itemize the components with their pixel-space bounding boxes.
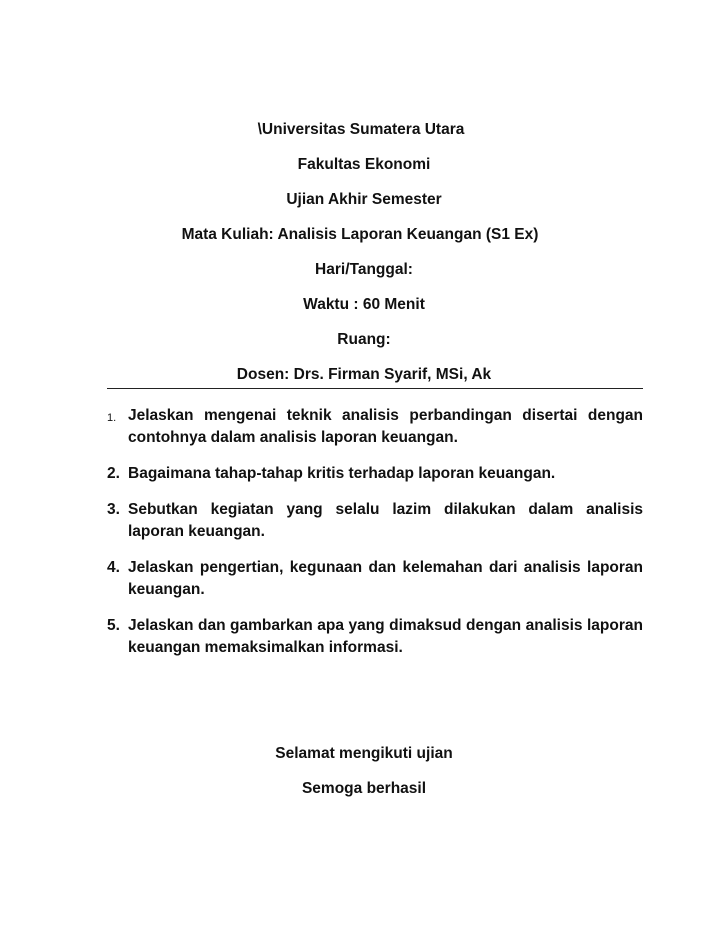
closing-wish: Semoga berhasil	[301, 780, 427, 797]
header-divider	[107, 388, 643, 389]
question-number: 1.	[107, 412, 117, 424]
question-number: 2.	[107, 465, 120, 482]
question-text: Sebutkan kegiatan yang selalu lazim dilakukan dalam analisis laporan keuangan.	[128, 501, 643, 540]
closing-greeting: Selamat mengikuti ujian	[275, 745, 453, 762]
question-number: 3.	[107, 501, 120, 518]
question-item	[107, 615, 643, 659]
question-text: Bagaimana tahap-tahap kritis terhadap laporan keuangan.	[128, 465, 556, 482]
exam-room: Ruang:	[337, 331, 391, 348]
exam-footer	[0, 744, 728, 814]
question-number: 4.	[107, 559, 120, 576]
question-item	[107, 463, 643, 485]
question-item	[107, 557, 643, 601]
exam-header	[0, 120, 728, 400]
lecturer-name: Dosen: Drs. Firman Syarif, MSi, Ak	[236, 366, 492, 383]
university-name: \Universitas Sumatera Utara	[257, 121, 465, 138]
question-text: Jelaskan dan gambarkan apa yang dimaksud dengan analisis laporan keuangan memaksimalkan informasi.	[128, 617, 643, 656]
question-item	[107, 405, 643, 449]
exam-title: Ujian Akhir Semester	[286, 191, 442, 208]
question-item	[107, 499, 643, 543]
exam-duration: Waktu : 60 Menit	[303, 296, 425, 313]
faculty-name: Fakultas Ekonomi	[297, 156, 431, 173]
question-list	[107, 405, 643, 673]
question-number: 5.	[107, 617, 120, 634]
question-text: Jelaskan pengertian, kegunaan dan kelemahan dari analisis laporan keuangan.	[128, 559, 643, 598]
exam-date: Hari/Tanggal:	[315, 261, 413, 278]
question-text: Jelaskan mengenai teknik analisis perbandingan disertai dengan contohnya dalam analisis laporan keuangan.	[128, 407, 643, 446]
course-name: Mata Kuliah: Analisis Laporan Keuangan (S1 Ex)	[181, 226, 539, 243]
